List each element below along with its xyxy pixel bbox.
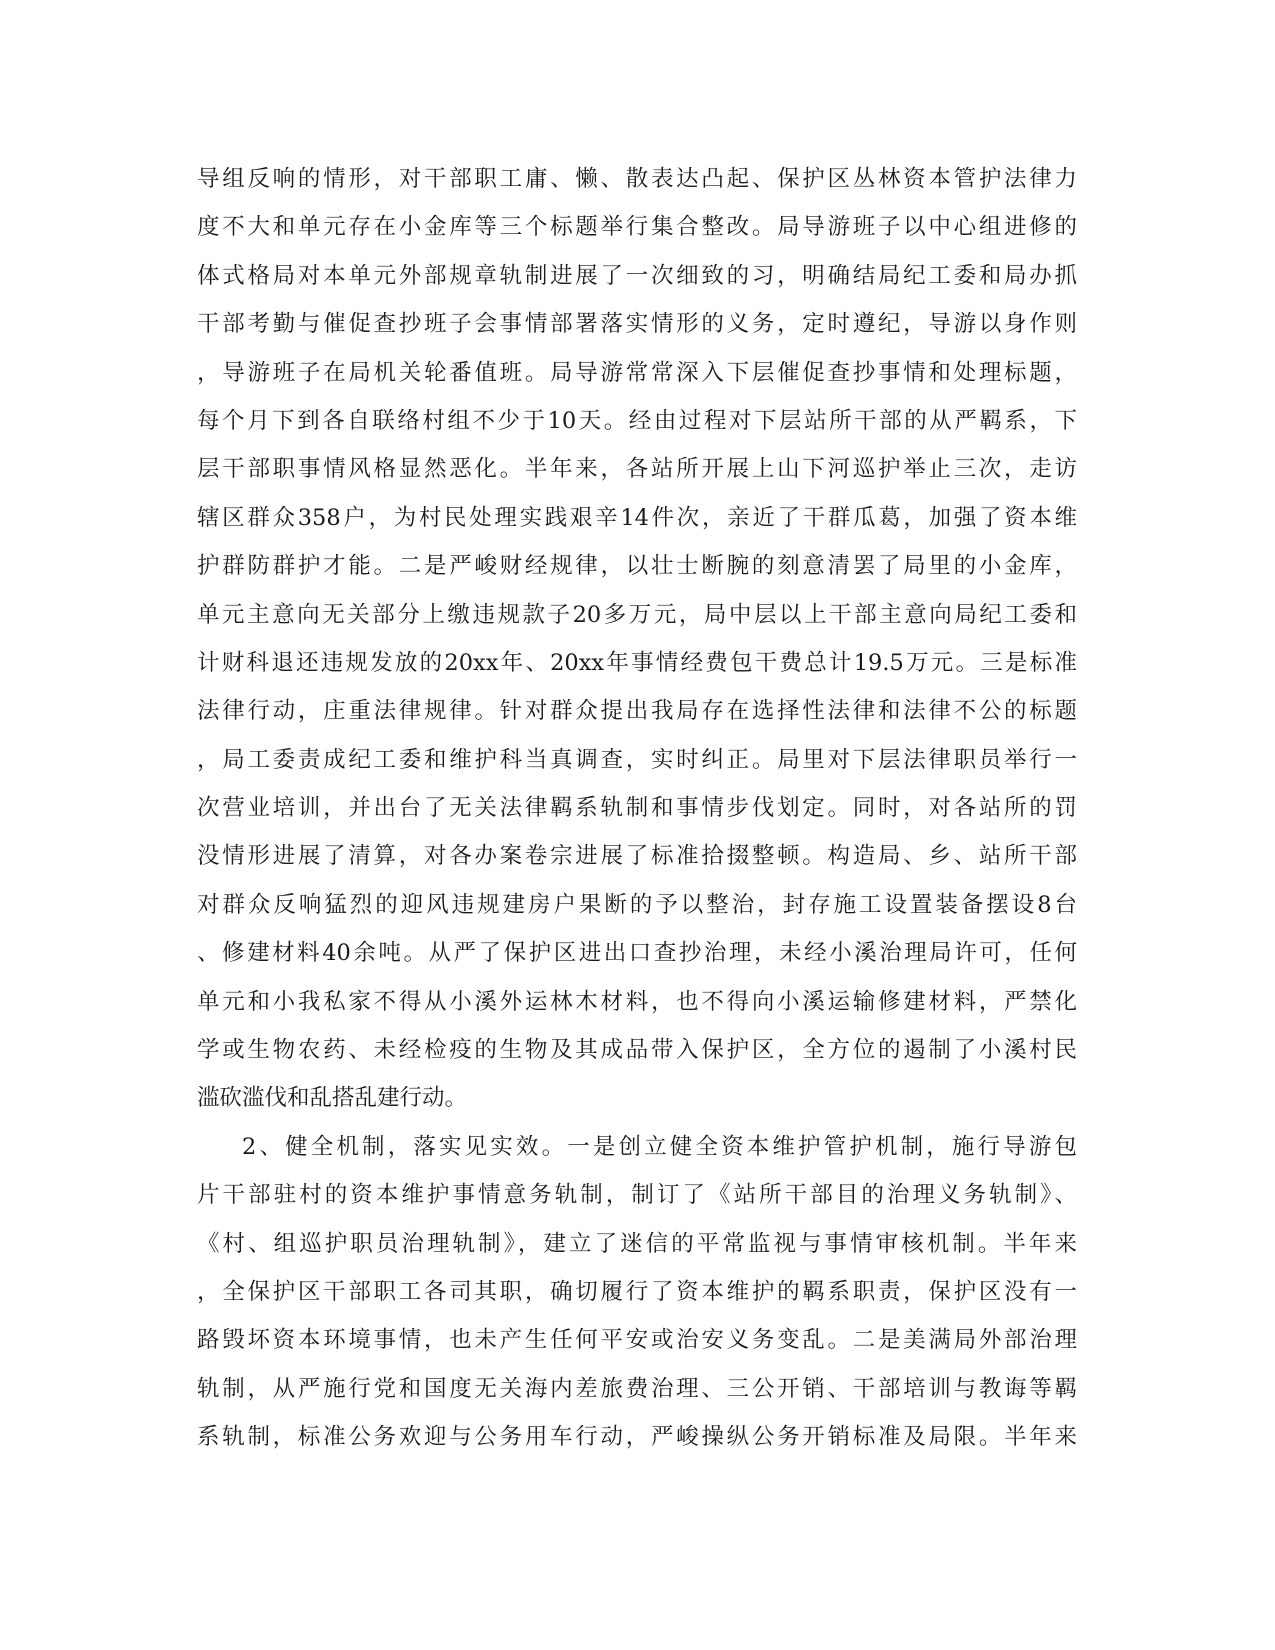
text-line: 每个月下到各自联络村组不少于10天。经由过程对下层站所干部的从严羁系，下	[197, 407, 1077, 434]
text-line: 对群众反响猛烈的迎风违规建房户果断的予以整治，封存施工设置装备摆设8台	[197, 891, 1077, 918]
text-line: 单元主意向无关部分上缴违规款子20多万元，局中层以上干部主意向局纪工委和	[197, 601, 1077, 628]
text-line: 片干部驻村的资本维护事情意务轨制，制订了《站所干部目的治理义务轨制》、	[197, 1182, 1077, 1209]
text-line: 体式格局对本单元外部规章轨制进展了一次细致的习，明确结局纪工委和局办抓	[197, 262, 1077, 289]
text-line: 计财科退还违规发放的20xx年、20xx年事情经费包干费总计19.5万元。三是标准	[197, 649, 1077, 676]
text-line: 度不大和单元存在小金库等三个标题举行集合整改。局导游班子以中心组进修的	[197, 214, 1077, 241]
text-line: 辖区群众358户，为村民处理实践艰辛14件次，亲近了干群瓜葛，加强了资本维	[197, 504, 1077, 531]
text-line: 《村、组巡护职员治理轨制》，建立了迷信的平常监视与事情审核机制。半年来	[197, 1230, 1077, 1257]
text-line: ，局工委责成纪工委和维护科当真调查，实时纠正。局里对下层法律职员举行一	[197, 746, 1077, 773]
text-line: 、修建材料40余吨。从严了保护区进出口查抄治理，未经小溪治理局许可，任何	[197, 940, 1077, 967]
text-line: ，导游班子在局机关轮番值班。局导游常常深入下层催促查抄事情和处理标题，	[197, 359, 1077, 386]
text-line: 干部考勤与催促查抄班子会事情部署落实情形的义务，定时遵纪，导游以身作则	[197, 311, 1077, 338]
text-line: 单元和小我私家不得从小溪外运林木材料，也不得向小溪运输修建材料，严禁化	[197, 988, 1077, 1015]
text-line: 次营业培训，并出台了无关法律羁系轨制和事情步伐划定。同时，对各站所的罚	[197, 795, 1077, 822]
paragraph-1	[197, 155, 1077, 1123]
paragraph-2	[197, 1123, 1077, 1462]
text-line: 路毁坏资本环境事情，也未产生任何平安或治安义务变乱。二是美满局外部治理	[197, 1327, 1077, 1354]
text-line: 护群防群护才能。二是严峻财经规律，以壮士断腕的刻意清罢了局里的小金库，	[197, 553, 1077, 580]
text-line: 系轨制，标准公务欢迎与公务用车行动，严峻操纵公务开销标准及局限。半年来	[197, 1424, 1077, 1451]
text-line: 学或生物农药、未经检疫的生物及其成品带入保护区，全方位的遏制了小溪村民	[197, 1037, 1077, 1064]
text-line: 轨制，从严施行党和国度无关海内差旅费治理、三公开销、干部培训与教诲等羁	[197, 1375, 1077, 1402]
text-line: ，全保护区干部职工各司其职，确切履行了资本维护的羁系职责，保护区没有一	[197, 1278, 1077, 1305]
text-line: 2、健全机制，落实见实效。一是创立健全资本维护管护机制，施行导游包	[242, 1133, 1077, 1160]
text-line: 导组反响的情形，对干部职工庸、懒、散表达凸起、保护区丛林资本管护法律力	[197, 166, 1077, 192]
document-body	[197, 155, 1077, 1462]
text-line: 滥砍滥伐和乱搭乱建行动。	[197, 1085, 468, 1112]
text-line: 法律行动，庄重法律规律。针对群众提出我局存在选择性法律和法律不公的标题	[197, 698, 1077, 725]
text-line: 没情形进展了清算，对各办案卷宗进展了标准拾掇整顿。构造局、乡、站所干部	[197, 843, 1077, 870]
text-line: 层干部职事情风格显然恶化。半年来，各站所开展上山下河巡护举止三次，走访	[197, 456, 1077, 483]
